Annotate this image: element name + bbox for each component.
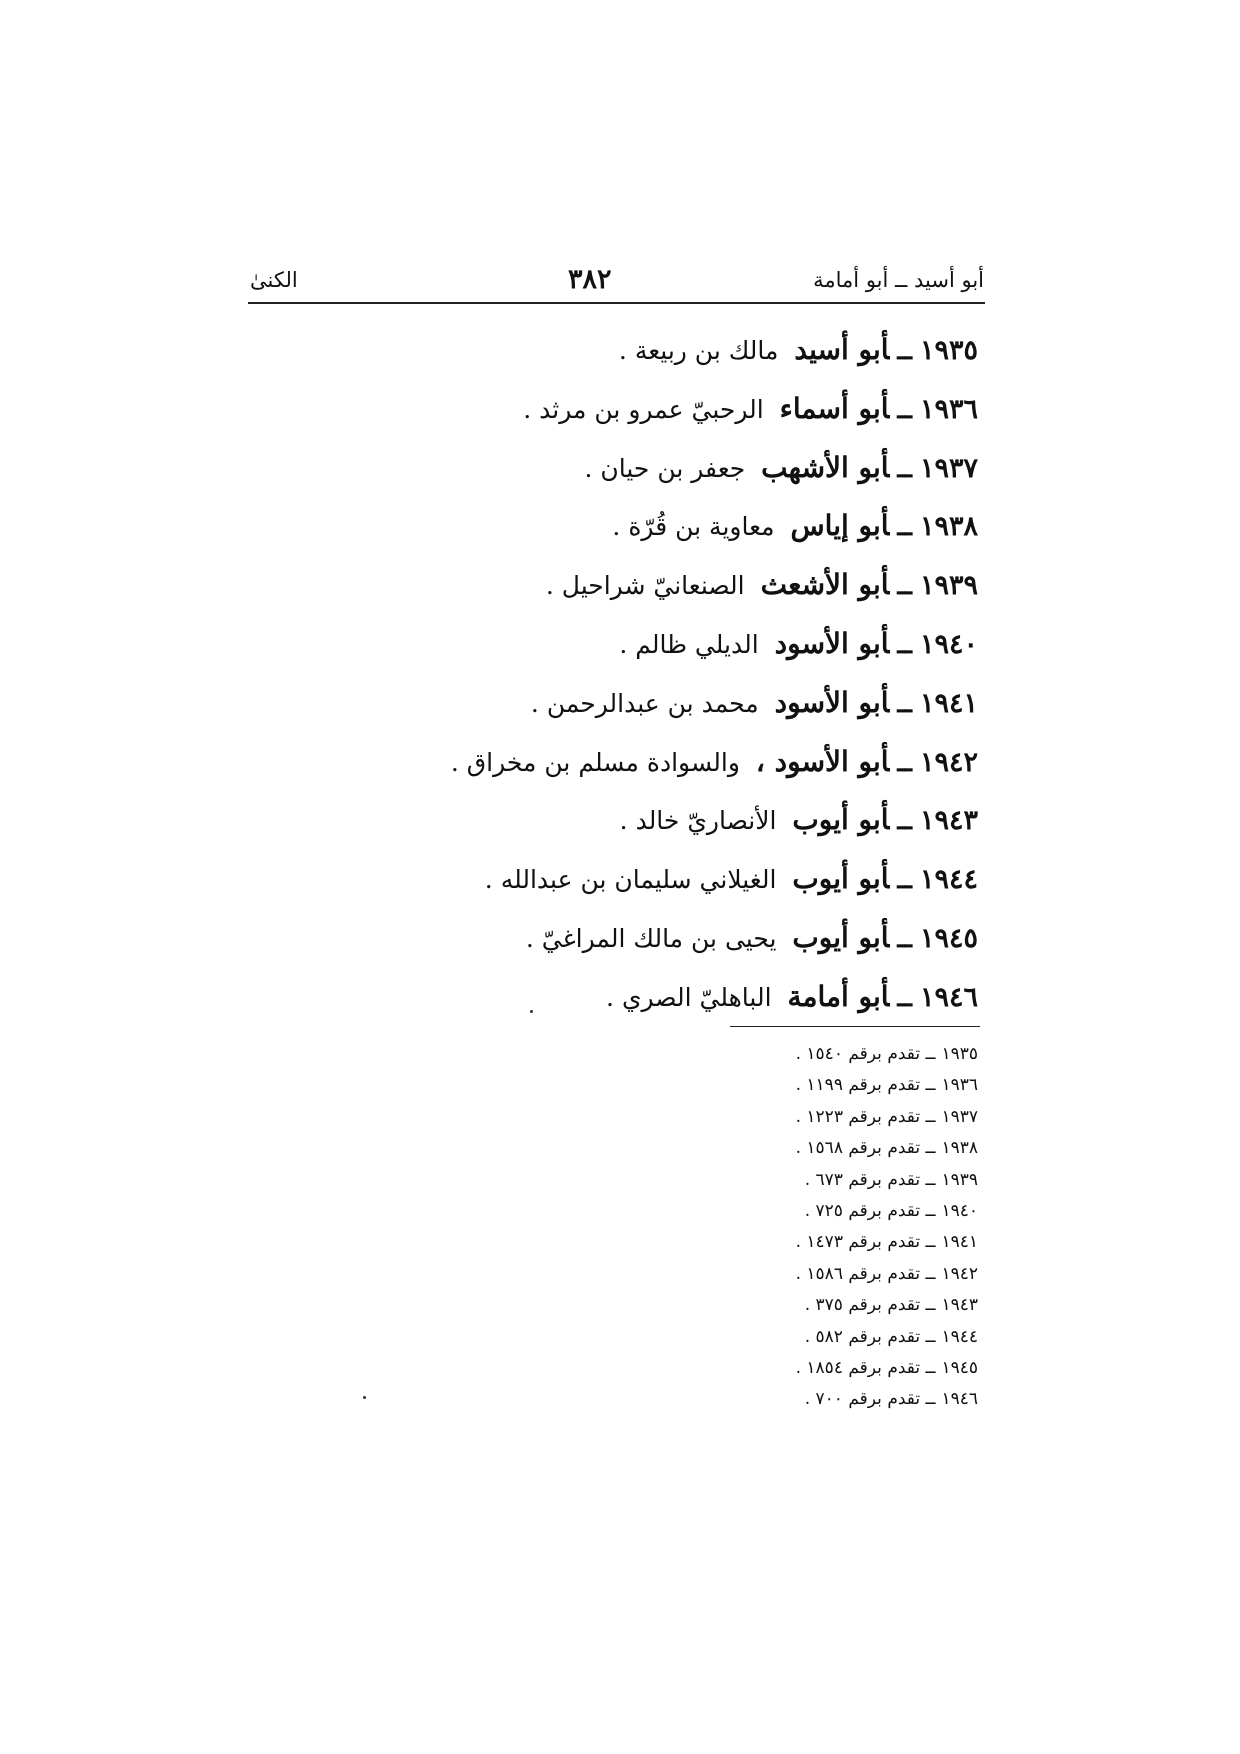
entry: [218, 506, 978, 565]
running-head-title: أبو أسيد ــ أبو أمامة: [813, 268, 984, 292]
entry-kunya: أبو إياس: [790, 509, 890, 543]
entry-kunya: أبو الأشعث: [760, 568, 890, 602]
entry-number: ١٩٤٦: [919, 981, 978, 1013]
entry-dash: ــ: [897, 747, 912, 777]
entry-dash: ــ: [897, 688, 912, 718]
scan-speck: [363, 1396, 366, 1399]
entry-name: معاوية بن قُرّة .: [612, 512, 775, 542]
entry-dash: ــ: [897, 865, 912, 895]
entry-kunya: أبو أسماء: [779, 391, 890, 425]
entry-name: الباهليّ الصري .: [606, 982, 772, 1012]
running-head: [250, 264, 984, 304]
entry-dash: ــ: [897, 394, 912, 424]
entries-list: [218, 330, 978, 1036]
footnote-text: ــ تقدم برقم ١٥٤٠ .: [795, 1044, 936, 1064]
entry-dash: ــ: [897, 982, 912, 1012]
footnote: [578, 1071, 978, 1102]
entry-name: مالك بن ربيعة .: [618, 336, 779, 365]
footnote: [578, 1103, 978, 1134]
entry-number: ١٩٣٩: [919, 570, 978, 602]
footnote-number: ١٩٣٨: [941, 1138, 978, 1159]
entry-number: ١٩٣٨: [919, 511, 978, 543]
footnotes-list: [578, 1040, 978, 1417]
entry: [218, 800, 978, 859]
footnote-number: ١٩٤٦: [941, 1389, 978, 1410]
entry-name: والسوادة مسلم بن مخراق .: [450, 747, 740, 777]
footnote: [578, 1197, 978, 1228]
entry: [218, 683, 978, 742]
entry-name: الأنصاريّ خالد .: [619, 806, 777, 836]
scan-speck: [530, 1010, 533, 1013]
footnote-text: ــ تقدم برقم ١١٩٩ .: [795, 1075, 936, 1096]
page-number: ٣٨٢: [568, 264, 612, 295]
entry: [218, 859, 978, 918]
entry-kunya: أبو أسيد: [794, 333, 890, 366]
entry-dash: ــ: [897, 806, 912, 836]
footnote-number: ١٩٤٠: [941, 1200, 978, 1221]
entry-name: الديلي ظالم .: [619, 629, 759, 659]
entry-kunya: أبو الأشهب: [761, 450, 890, 484]
entry-name: الغيلاني سليمان بن عبدالله .: [484, 865, 777, 895]
footnote: [578, 1166, 978, 1197]
footnote-text: ــ تقدم برقم ٧٢٥ .: [804, 1200, 936, 1221]
footnote-number: ١٩٣٦: [941, 1075, 978, 1096]
footnote-text: ــ تقدم برقم ١٥٨٦ .: [795, 1263, 936, 1284]
entry: [218, 389, 978, 448]
entry-dash: ــ: [897, 512, 912, 542]
entry-dash: ــ: [897, 629, 912, 659]
footnote: [578, 1323, 978, 1354]
entry-number: ١٩٤٢: [919, 746, 978, 778]
footnote-text: ــ تقدم برقم ١٢٢٣ .: [795, 1106, 936, 1127]
footnote-text: ــ تقدم برقم ٥٨٢ .: [804, 1326, 936, 1347]
entry: [218, 565, 978, 624]
footnote-number: ١٩٤٢: [941, 1263, 978, 1284]
entry-name: الرحبيّ عمرو بن مرثد .: [523, 394, 764, 424]
footnote-text: ــ تقدم برقم ١٥٦٨ .: [795, 1138, 936, 1159]
footnote: [578, 1040, 978, 1071]
footnote-text: ــ تقدم برقم ١٤٧٣ .: [795, 1232, 936, 1253]
footnote-number: ١٩٤٣: [941, 1295, 978, 1316]
footnote-text: ــ تقدم برقم ١٨٥٤ .: [795, 1357, 936, 1378]
footnote-text: ــ تقدم برقم ٧٠٠ .: [804, 1389, 936, 1410]
footnote: [578, 1354, 978, 1385]
entry-name: محمد بن عبدالرحمن .: [530, 688, 759, 718]
footnote: [578, 1291, 978, 1322]
entry-name: يحيى بن مالك المراغيّ .: [525, 923, 777, 953]
header-rule: [248, 302, 985, 304]
entry-number: ١٩٤٥: [919, 922, 978, 954]
footnote-text: ــ تقدم برقم ٦٧٣ .: [804, 1169, 936, 1190]
entry: [218, 448, 978, 507]
footnote: [578, 1260, 978, 1291]
entry: [218, 330, 978, 389]
footnote-number: ١٩٣٥: [941, 1044, 978, 1064]
entry-kunya: أبو أيوب: [792, 920, 890, 954]
entry-kunya: أبو أمامة: [787, 979, 890, 1013]
book-section-title: الكنىٰ: [250, 268, 298, 292]
entry-kunya: أبو أيوب: [792, 803, 890, 837]
footnote: [578, 1228, 978, 1259]
entry-number: ١٩٤٠: [919, 628, 978, 660]
entry-kunya: أبو الأسود ،: [755, 744, 890, 778]
entry-number: ١٩٤٤: [919, 864, 978, 896]
footnote-number: ١٩٤٥: [941, 1357, 978, 1378]
entry-kunya: أبو الأسود: [774, 626, 890, 660]
footnote-number: ١٩٤١: [941, 1232, 978, 1253]
entry-kunya: أبو الأسود: [774, 685, 890, 719]
entry-dash: ــ: [897, 336, 912, 365]
entry-dash: ــ: [897, 453, 912, 483]
footnote: [578, 1134, 978, 1165]
footnote: [578, 1385, 978, 1416]
entry: [218, 624, 978, 683]
footnote-number: ١٩٤٤: [941, 1326, 978, 1347]
entry-name: جعفر بن حيان .: [584, 453, 746, 483]
entry-kunya: أبو أيوب: [792, 862, 890, 896]
footnote-text: ــ تقدم برقم ٣٧٥ .: [804, 1295, 936, 1316]
footnote-number: ١٩٣٩: [941, 1169, 978, 1190]
entry: [218, 918, 978, 977]
entry-number: ١٩٤١: [919, 687, 978, 719]
entry-number: ١٩٤٣: [919, 805, 978, 837]
entry-dash: ــ: [897, 571, 912, 601]
entry-number: ١٩٣٥: [919, 335, 978, 366]
entry-name: الصنعانيّ شراحيل .: [545, 571, 745, 601]
entry-number: ١٩٣٦: [919, 393, 978, 425]
entry-number: ١٩٣٧: [919, 452, 978, 484]
footnote-rule: [730, 1026, 980, 1027]
entry-dash: ــ: [897, 923, 912, 953]
entry: [218, 742, 978, 801]
footnote-number: ١٩٣٧: [941, 1106, 978, 1127]
